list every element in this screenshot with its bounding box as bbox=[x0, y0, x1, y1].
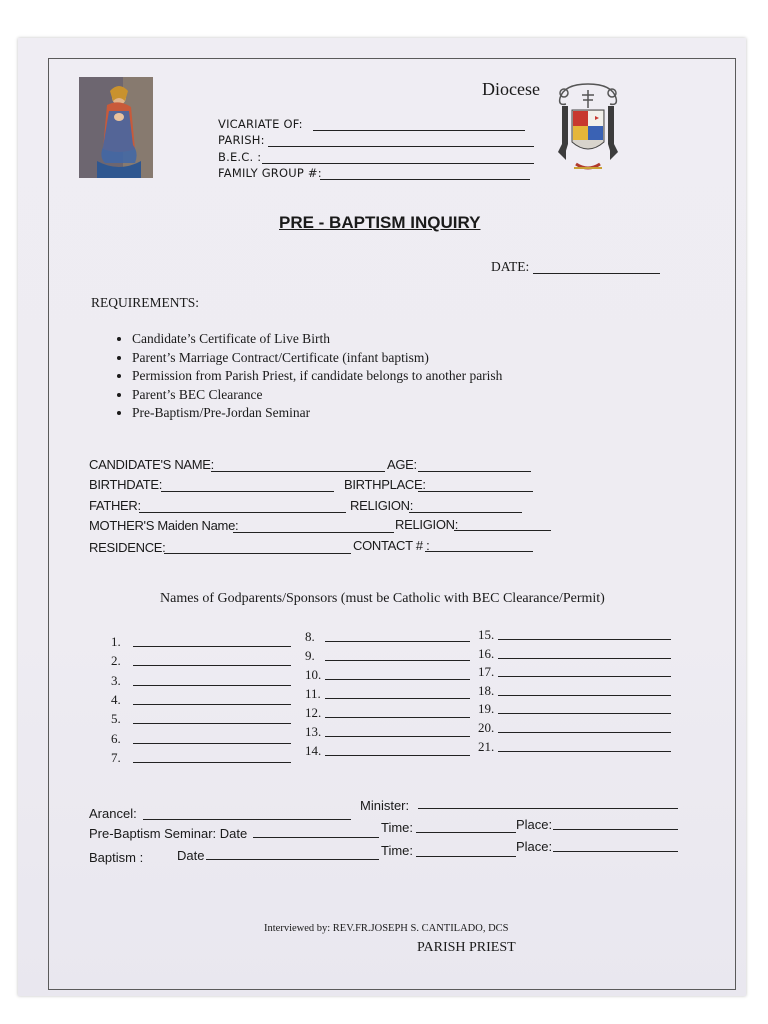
diocese-label: Diocese bbox=[482, 79, 540, 99]
baptism-place-label: Place: bbox=[516, 839, 553, 854]
godparent-name-field[interactable] bbox=[325, 736, 470, 737]
bec-label: B.E.C. : bbox=[218, 150, 262, 164]
godparent-number: 17. bbox=[478, 664, 495, 680]
godparent-name-field[interactable] bbox=[133, 646, 291, 647]
seminar-date-field[interactable] bbox=[253, 837, 379, 838]
age-field[interactable] bbox=[418, 471, 531, 472]
baptism-time-label: Time: bbox=[381, 843, 414, 858]
godparent-name-field[interactable] bbox=[498, 751, 671, 752]
godparent-name-field[interactable] bbox=[325, 679, 470, 680]
godparent-name-field[interactable] bbox=[498, 695, 671, 696]
godparent-name-field[interactable] bbox=[325, 641, 470, 642]
seminar-time-field[interactable] bbox=[416, 832, 516, 833]
baptism-place-field[interactable] bbox=[553, 851, 678, 852]
godparent-number: 14. bbox=[305, 743, 322, 758]
baptism-time-field[interactable] bbox=[416, 856, 516, 857]
contact-field[interactable] bbox=[425, 551, 533, 552]
date-label: DATE: bbox=[491, 259, 530, 274]
requirement-item: • Pre-Baptism/Pre-Jordan Seminar bbox=[132, 404, 502, 423]
father-label: FATHER: bbox=[89, 498, 141, 513]
godparent-number: 6. bbox=[111, 730, 121, 746]
requirement-item: • Parent’s Marriage Contract/Certificate (infant baptism) bbox=[132, 349, 502, 368]
requirement-item: • Parent’s BEC Clearance bbox=[132, 386, 502, 405]
godparent-number: 11. bbox=[305, 686, 321, 701]
godparents-heading: Names of Godparents/Sponsors (must be Catholic with BEC Clearance/Permit) bbox=[160, 591, 605, 606]
requirements-heading: REQUIREMENTS: bbox=[91, 295, 199, 310]
godparent-name-field[interactable] bbox=[498, 658, 671, 659]
godparent-number: 4. bbox=[111, 691, 121, 707]
family-group-field[interactable] bbox=[320, 179, 530, 180]
godparent-name-field[interactable] bbox=[325, 755, 470, 756]
requirement-item: • Candidate’s Certificate of Live Birth bbox=[132, 330, 502, 349]
godparent-name-field[interactable] bbox=[133, 704, 291, 705]
godparent-number: 10. bbox=[305, 667, 322, 682]
baptism-label: Baptism : bbox=[89, 850, 144, 865]
residence-field[interactable] bbox=[164, 553, 351, 554]
interviewed-by: Interviewed by: REV.FR.JOSEPH S. CANTILADO, DCS bbox=[264, 923, 509, 934]
godparent-name-field[interactable] bbox=[498, 713, 671, 714]
godparent-name-field[interactable] bbox=[133, 665, 291, 666]
requirements-list bbox=[110, 330, 502, 423]
godparent-number: 1. bbox=[111, 634, 121, 649]
parish-label: PARISH: bbox=[218, 133, 265, 147]
requirement-item: • Permission from Parish Priest, if candidate belongs to another parish bbox=[132, 367, 502, 386]
mother-field[interactable] bbox=[233, 532, 394, 533]
godparent-name-field[interactable] bbox=[498, 639, 671, 640]
godparent-number: 2. bbox=[111, 653, 121, 669]
godparent-number: 8. bbox=[305, 629, 315, 644]
seminar-place-field[interactable] bbox=[553, 829, 678, 830]
godparent-number: 7. bbox=[111, 749, 121, 765]
contact-label: CONTACT # : bbox=[353, 538, 430, 553]
family-group-label: FAMILY GROUP #: bbox=[218, 166, 322, 180]
parish-field[interactable] bbox=[268, 146, 534, 147]
seminar-date-label: Pre-Baptism Seminar: Date bbox=[89, 826, 248, 841]
birthplace-field[interactable] bbox=[418, 491, 533, 492]
arancel-label: Arancel: bbox=[89, 806, 137, 821]
father-religion-field[interactable] bbox=[409, 512, 522, 513]
mother-religion-field[interactable] bbox=[454, 530, 551, 531]
godparent-name-field[interactable] bbox=[133, 743, 291, 744]
godparent-number: 19. bbox=[478, 701, 495, 717]
parish-priest-title: PARISH PRIEST bbox=[417, 940, 516, 955]
birthdate-field[interactable] bbox=[161, 491, 334, 492]
godparent-number: 16. bbox=[478, 645, 495, 661]
candidate-name-label: CANDIDATE'S NAME: bbox=[89, 457, 214, 472]
date-field[interactable] bbox=[533, 273, 660, 274]
godparent-name-field[interactable] bbox=[133, 685, 291, 686]
godparent-number: 12. bbox=[305, 705, 322, 720]
godparent-number: 13. bbox=[305, 724, 322, 739]
godparent-number: 21. bbox=[478, 738, 495, 754]
birthplace-label: BIRTHPLACE: bbox=[344, 477, 426, 492]
vicariate-label: VICARIATE OF: bbox=[218, 117, 303, 131]
godparent-name-field[interactable] bbox=[325, 717, 470, 718]
vicariate-field[interactable] bbox=[313, 130, 525, 131]
godparent-number: 3. bbox=[111, 672, 121, 688]
godparent-name-field[interactable] bbox=[133, 762, 291, 763]
birthdate-label: BIRTHDATE: bbox=[89, 477, 163, 492]
baptism-date-field[interactable] bbox=[206, 859, 379, 860]
minister-label: Minister: bbox=[360, 798, 410, 813]
coat-of-arms-seal bbox=[554, 80, 622, 184]
godparent-number: 5. bbox=[111, 711, 121, 727]
mother-religion-label: RELIGION: bbox=[395, 517, 459, 532]
godparent-number: 20. bbox=[478, 720, 495, 735]
candidate-name-field[interactable] bbox=[211, 471, 385, 472]
seminar-time-label: Time: bbox=[381, 820, 414, 835]
godparent-number: 15. bbox=[478, 627, 495, 642]
minister-field[interactable] bbox=[418, 808, 678, 809]
father-religion-label: RELIGION: bbox=[350, 498, 414, 513]
godparent-name-field[interactable] bbox=[498, 676, 671, 677]
godparent-number: 9. bbox=[305, 648, 315, 663]
godparent-name-field[interactable] bbox=[325, 660, 470, 661]
seminar-place-label: Place: bbox=[516, 817, 553, 832]
age-label: AGE: bbox=[387, 457, 417, 472]
godparent-name-field[interactable] bbox=[133, 723, 291, 724]
baptism-date-label: Date bbox=[177, 848, 205, 863]
mother-label: MOTHER'S Maiden Name: bbox=[89, 518, 239, 533]
arancel-field[interactable] bbox=[143, 819, 351, 820]
bec-field[interactable] bbox=[262, 163, 534, 164]
residence-label: RESIDENCE: bbox=[89, 540, 166, 555]
godparent-name-field[interactable] bbox=[498, 732, 671, 733]
godparent-number: 18. bbox=[478, 682, 495, 698]
godparent-name-field[interactable] bbox=[325, 698, 470, 699]
father-field[interactable] bbox=[139, 512, 346, 513]
marian-statue-photo bbox=[79, 77, 153, 178]
form-title: PRE - BAPTISM INQUIRY bbox=[279, 213, 481, 232]
